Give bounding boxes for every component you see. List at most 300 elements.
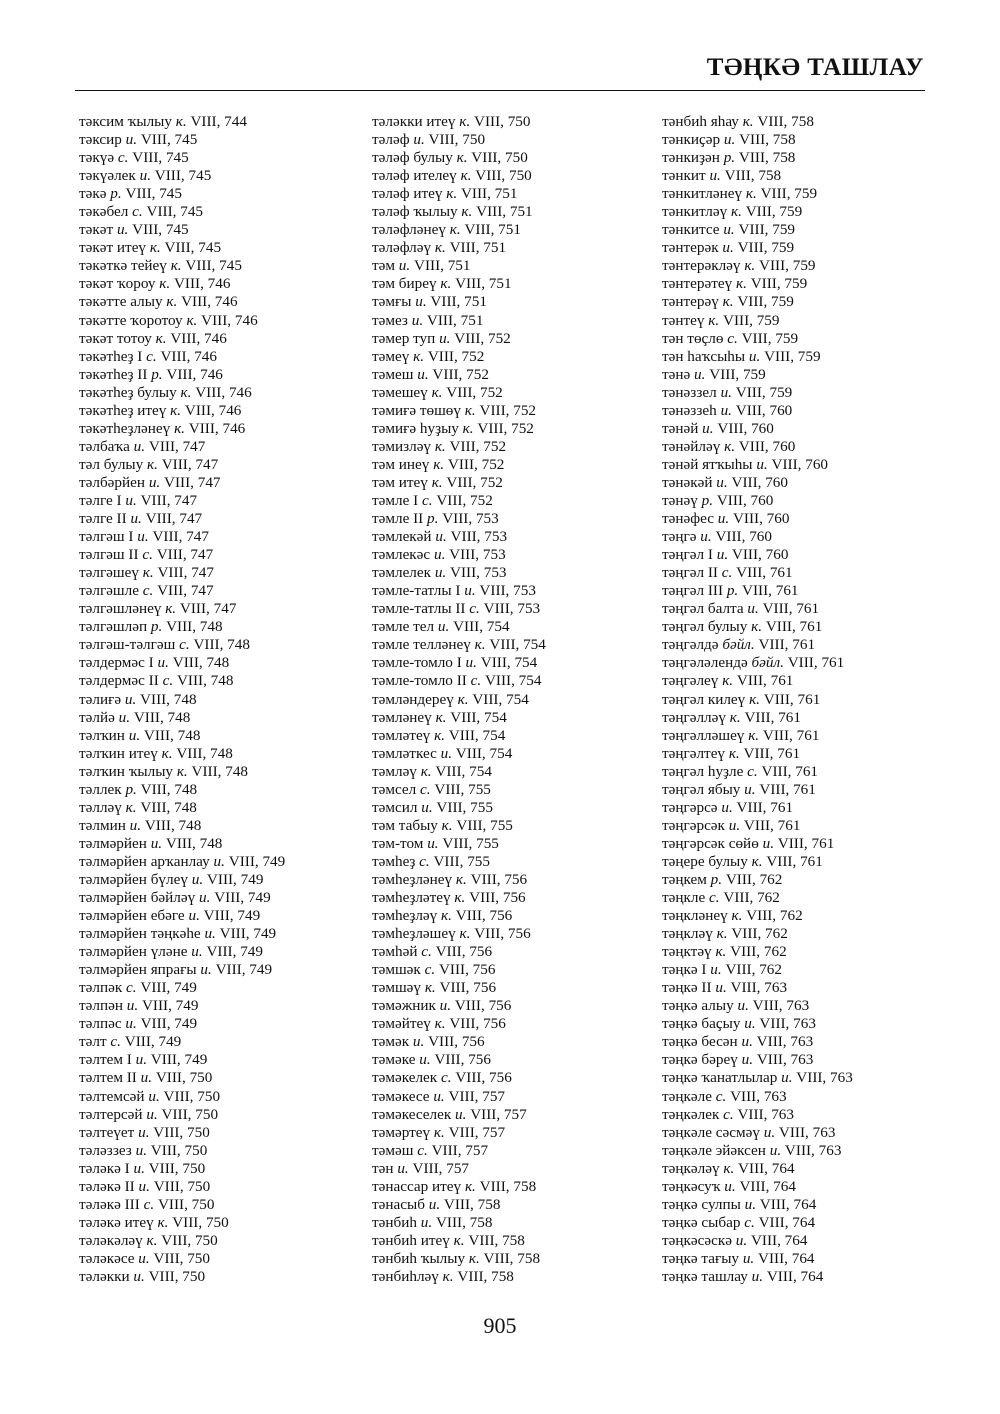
dictionary-entry [662,1232,962,1250]
entry-headword: тәлгәшләнеү [79,600,162,618]
entry-part-of-speech: к. [159,275,171,293]
entry-reference: VIII, 753 [450,528,508,546]
dictionary-entry [662,185,962,203]
entry-headword: тәңгәрсәк сөйө [662,834,759,852]
dictionary-entry [372,853,672,871]
entry-headword: тәңкәле [662,1087,712,1105]
dictionary-entry [79,1106,379,1124]
entry-reference: VIII, 747 [179,600,237,618]
entry-part-of-speech: и. [139,167,151,185]
dictionary-entry [662,835,962,853]
entry-headword: тәкәткә тейеү [79,257,167,275]
dictionary-entry [372,1124,672,1142]
entry-part-of-speech: и. [125,491,137,509]
dictionary-entry [662,1160,962,1178]
entry-headword: тәмиғә һуҙыу [372,419,459,437]
dictionary-entry [372,943,672,961]
entry-part-of-speech: и. [751,1268,764,1285]
entry-reference: VIII, 750 [153,1177,211,1195]
entry-part-of-speech: и. [138,1177,150,1195]
entry-headword: тәңкә I [662,961,707,979]
dictionary-entry [662,167,962,185]
entry-part-of-speech: и. [439,329,451,347]
entry-reference: VIII, 761 [758,636,816,654]
entry-headword: тәкәт тотоу [79,329,152,347]
entry-headword: тәңгәлдә [662,636,719,654]
dictionary-entry [662,871,962,889]
dictionary-entry [79,582,379,600]
entry-headword: тәлгәшләп [79,618,148,636]
entry-reference: VIII, 761 [761,762,819,780]
entry-part-of-speech: к. [431,383,443,401]
dictionary-entry [662,293,962,311]
entry-headword: тәлгәшеү [79,564,139,582]
entry-headword: тәңкле [662,889,706,907]
dictionary-entry [79,564,379,582]
dictionary-entry [662,1178,962,1196]
dictionary-entry [662,618,962,636]
entry-part-of-speech: и. [720,383,732,401]
entry-reference: VIII, 764 [766,1268,824,1285]
dictionary-entry [372,781,672,799]
dictionary-entry [662,492,962,510]
entry-reference: VIII, 760 [731,546,789,564]
dictionary-entry [79,131,379,149]
entry-part-of-speech: к. [125,798,137,816]
entry-reference: VIII, 745 [132,149,189,167]
entry-reference: VIII, 755 [433,852,490,870]
dictionary-entry [662,817,962,835]
dictionary-entry [79,402,379,420]
entry-headword: тәләф ҡылыу [372,203,458,221]
entry-reference: VIII, 763 [784,1141,842,1159]
entry-part-of-speech: и. [199,889,211,907]
dictionary-entry [372,979,672,997]
dictionary-entry [372,1106,672,1124]
entry-reference: VIII, 751 [460,185,518,203]
dictionary-entry [662,1088,962,1106]
entry-part-of-speech: и. [116,221,129,239]
entry-headword: тәмле-татлы I [372,582,461,600]
entry-part-of-speech: и. [724,1177,736,1195]
dictionary-entry [662,781,962,799]
entry-reference: VIII, 763 [737,1105,794,1123]
entry-reference: VIII, 746 [201,311,258,329]
dictionary-entry [79,1124,379,1142]
entry-reference: VIII, 759 [737,293,794,311]
dictionary-entry [79,1214,379,1232]
running-header-title: ТӘҢКӘ ТАШЛАУ [706,54,924,81]
dictionary-entry [79,1051,379,1069]
entry-part-of-speech: и. [125,131,138,149]
dictionary-entry [372,889,672,907]
entry-headword: тән төҫлө [662,329,724,347]
dictionary-entry [79,456,379,474]
dictionary-entry [372,312,672,330]
entry-reference: VIII, 760 [735,401,793,419]
entry-reference: VIII, 752 [447,455,505,473]
entry-reference: VIII, 750 [161,1105,219,1123]
entry-part-of-speech: к. [142,564,154,582]
entry-part-of-speech: к. [434,1015,446,1033]
entry-headword: тәмсел [372,780,417,798]
entry-reference: VIII, 748 [191,762,249,780]
entry-headword: тәмле-томло I [372,654,462,672]
entry-reference: VIII, 761 [762,600,820,618]
entry-headword: тәм [372,257,395,275]
dictionary-entry [662,763,962,781]
entry-headword: тәлдермәс I [79,654,154,672]
dictionary-entry [662,979,962,997]
entry-reference: VIII, 759 [741,329,799,347]
entry-part-of-speech: и. [762,834,774,852]
entry-headword: тәнәү [662,491,698,509]
entry-reference: VIII, 757 [448,1123,506,1141]
dictionary-entry [372,907,672,925]
entry-reference: VIII, 749 [140,979,197,997]
dictionary-entry [372,727,672,745]
dictionary-column-2 [372,113,672,1286]
dictionary-entry [372,709,672,727]
entry-reference: VIII, 751 [464,221,521,239]
entry-reference: VIII, 762 [725,961,782,979]
entry-headword: тәмсил [372,798,418,816]
entry-reference: VIII, 752 [432,365,489,383]
entry-reference: VIII, 762 [725,870,783,888]
dictionary-entry [372,510,672,528]
entry-reference: VIII, 751 [455,275,512,293]
entry-part-of-speech: к. [434,437,446,455]
entry-headword: тәмәкеселек [372,1105,452,1123]
dictionary-entry [662,564,962,582]
entry-part-of-speech: с. [417,1141,428,1159]
entry-reference: VIII, 754 [472,690,529,708]
entry-reference: VIII, 761 [766,852,823,870]
entry-headword: тәңгәл ябыу [662,780,741,798]
dictionary-entry [79,348,379,366]
entry-part-of-speech: и. [721,798,733,816]
entry-headword: тәмһеҙләнеү [372,870,453,888]
entry-reference: VIII, 763 [756,1051,814,1069]
entry-headword: тәмәке [372,1051,416,1069]
entry-reference: VIII, 756 [438,961,496,979]
dictionary-entry [662,654,962,672]
entry-headword: тәңгәлләү [662,708,726,726]
entry-part-of-speech: и. [204,925,216,943]
dictionary-entry [372,528,672,546]
entry-reference: VIII, 749 [150,1051,208,1069]
dictionary-entry [372,1088,672,1106]
entry-reference: VIII, 756 [469,889,526,907]
dictionary-entry [79,709,379,727]
dictionary-entry [79,654,379,672]
entry-part-of-speech: к. [461,203,473,221]
entry-part-of-speech: и. [434,564,447,582]
entry-part-of-speech: и. [437,618,450,636]
entry-reference: VIII, 764 [750,1231,808,1249]
entry-part-of-speech: и. [748,347,761,365]
entry-headword: тәнкитсе [662,221,720,239]
entry-reference: VIII, 753 [442,510,499,528]
entry-part-of-speech: к. [441,907,452,925]
entry-part-of-speech: и. [130,510,142,528]
dictionary-entry [372,492,672,510]
entry-reference: VIII, 758 [739,131,796,149]
entry-reference: VIII, 760 [731,473,788,491]
dictionary-entry [662,131,962,149]
dictionary-entry [662,907,962,925]
dictionary-entry [372,131,672,149]
dictionary-entry [662,384,962,402]
entry-headword: тәмер туп [372,329,436,347]
entry-part-of-speech: с. [715,1087,727,1105]
entry-reference: VIII, 759 [764,347,821,365]
entry-reference: VIII, 754 [484,672,542,690]
entry-part-of-speech: и. [118,708,131,726]
entry-headword: тән һаҡсыһы [662,347,746,365]
entry-part-of-speech: р. [150,618,163,636]
dictionary-entry [662,366,962,384]
entry-reference: VIII, 750 [148,1268,206,1285]
entry-reference: VIII, 756 [474,925,531,943]
entry-part-of-speech: с. [142,582,154,600]
entry-headword: тәнәззеһ [662,401,717,419]
entry-part-of-speech: к. [716,925,728,943]
entry-part-of-speech: с. [132,203,143,221]
entry-headword: тәмәш [372,1141,414,1159]
dictionary-column-3 [662,113,962,1286]
entry-part-of-speech: к. [453,1231,465,1249]
entry-reference: VIII, 758 [457,1268,514,1285]
dictionary-entry [79,871,379,889]
entry-headword: тәңкә сулпы [662,1195,741,1213]
dictionary-entry [79,979,379,997]
dictionary-entry [79,1178,379,1196]
entry-headword: тәлгәш II [79,546,139,564]
entry-headword: тәмһәй [372,943,418,961]
entry-headword: тәнтерәү [662,293,719,311]
entry-reference: VIII, 749 [219,925,277,943]
entry-reference: VIII, 756 [439,979,497,997]
dictionary-entry [372,1250,672,1268]
entry-reference: VIII, 761 [787,654,845,672]
entry-reference: VIII, 755 [436,798,493,816]
entry-reference: VIII, 746 [173,275,231,293]
dictionary-entry [662,600,962,618]
entry-part-of-speech: к. [449,221,461,239]
entry-reference: VIII, 748 [140,690,197,708]
entry-reference: VIII, 751 [430,293,487,311]
entry-headword: тәнтерәк [662,239,719,257]
entry-reference: VIII, 753 [449,546,506,564]
entry-reference: VIII, 756 [428,1033,485,1051]
entry-headword: тәлгәш I [79,528,134,546]
entry-part-of-speech: с. [440,1069,452,1087]
entry-reference: VIII, 747 [140,491,198,509]
entry-part-of-speech: и. [125,1015,137,1033]
entry-headword: тәлиғә [79,690,122,708]
dictionary-entry [662,1250,962,1268]
dictionary-entry [372,1214,672,1232]
entry-headword: тәлгәшле [79,582,139,600]
dictionary-entry [372,925,672,943]
entry-reference: VIII, 754 [455,744,513,762]
dictionary-entry [79,1160,379,1178]
entry-reference: VIII, 752 [479,401,537,419]
dictionary-entry [372,582,672,600]
dictionary-entry [372,185,672,203]
entry-part-of-speech: с. [723,1105,734,1123]
entry-part-of-speech: к. [751,618,763,636]
entry-headword: тәкәт итеү [79,239,147,257]
dictionary-entry [662,456,962,474]
entry-headword: тәңгәл I [662,546,713,564]
entry-reference: VIII, 758 [479,1177,537,1195]
dictionary-entry [372,871,672,889]
dictionary-entry [662,528,962,546]
entry-reference: VIII, 759 [737,239,795,257]
entry-part-of-speech: р. [710,870,723,888]
entry-headword: тәмле II [372,510,424,528]
entry-reference: VIII, 748 [143,726,201,744]
entry-part-of-speech: и. [728,816,741,834]
dictionary-entry [79,636,379,654]
dictionary-entry [662,799,962,817]
dictionary-entry [372,799,672,817]
entry-reference: VIII, 748 [172,654,230,672]
dictionary-entry [79,889,379,907]
entry-headword: тәлт [79,1033,107,1051]
entry-part-of-speech: к. [457,690,469,708]
entry-reference: VIII, 754 [435,762,492,780]
entry-headword: тәләф [372,131,410,149]
entry-part-of-speech: к. [744,257,756,275]
dictionary-column-1 [79,113,379,1286]
dictionary-entry [662,925,962,943]
entry-headword: тәләкә итеү [79,1213,154,1231]
entry-part-of-speech: с. [126,979,137,997]
entry-headword: тәлмин [79,816,126,834]
dictionary-entry [662,1069,962,1087]
dictionary-entry [79,907,379,925]
entry-reference: VIII, 752 [449,437,507,455]
dictionary-entry [372,618,672,636]
entry-headword: тәксим ҡылыу [79,113,172,130]
dictionary-entry [372,1051,672,1069]
entry-headword: тәлтемсәй [79,1087,145,1105]
entry-reference: VIII, 752 [446,473,503,491]
entry-headword: тәмле I [372,491,419,509]
dictionary-entry [79,384,379,402]
entry-reference: VIII, 749 [141,997,199,1015]
entry-reference: VIII, 750 [153,1123,210,1141]
entry-part-of-speech: к. [170,401,182,419]
dictionary-entry [372,546,672,564]
entry-headword: тәкәтһеҙ I [79,347,143,365]
dictionary-entry [662,420,962,438]
dictionary-entry [662,1015,962,1033]
entry-reference: VIII, 758 [724,167,782,185]
dictionary-entry [662,438,962,456]
entry-reference: VIII, 747 [145,510,203,528]
entry-part-of-speech: и. [126,997,139,1015]
entry-reference: VIII, 758 [757,113,814,130]
entry-part-of-speech: к. [434,726,445,744]
entry-part-of-speech: и. [128,726,141,744]
entry-headword: тәкәбел [79,203,129,221]
entry-reference: VIII, 761 [743,816,801,834]
dictionary-entry [662,889,962,907]
dictionary-entry [372,1232,672,1250]
entry-headword: тәмләү [372,762,417,780]
dictionary-entry [79,221,379,239]
entry-part-of-speech: и. [137,528,149,546]
entry-headword: тәнә [662,365,691,383]
dictionary-entry [79,239,379,257]
entry-headword: тәңере булыу [662,852,748,870]
entry-part-of-speech: и. [741,1033,753,1051]
entry-headword: тәмизләү [372,437,432,455]
entry-reference: VIII, 750 [428,131,486,149]
entry-headword: тәңкәсуҡ [662,1177,721,1195]
entry-part-of-speech: с. [727,329,738,347]
header-rule [75,90,925,91]
entry-part-of-speech: к. [736,275,747,293]
entry-reference: VIII, 761 [743,744,801,762]
entry-headword: тәләфләү [372,239,432,257]
entry-headword: тәңкә II [662,979,712,997]
entry-headword: тәләкә III [79,1195,140,1213]
entry-reference: VIII, 761 [736,672,794,690]
entry-part-of-speech: и. [756,455,768,473]
entry-headword: тәмләткес [372,744,437,762]
entry-part-of-speech: к. [413,347,425,365]
entry-part-of-speech: к. [742,113,754,130]
entry-part-of-speech: р. [723,149,736,167]
entry-part-of-speech: с. [469,600,480,618]
entry-part-of-speech: к. [180,383,192,401]
entry-part-of-speech: и. [427,834,439,852]
entry-headword: тәлмәрйен үләне [79,943,188,961]
dictionary-entry [372,672,672,690]
entry-part-of-speech: р. [125,780,137,798]
entry-reference: VIII, 747 [157,564,214,582]
dictionary-entry [662,510,962,528]
entry-part-of-speech: к. [464,401,476,419]
entry-part-of-speech: р. [701,491,714,509]
entry-reference: VIII, 756 [470,870,528,888]
entry-part-of-speech: и. [200,961,212,979]
entry-headword: тәңгәлләшеү [662,726,745,744]
dictionary-entry [372,1142,672,1160]
dictionary-entry [79,257,379,275]
entry-reference: VIII, 750 [475,167,532,185]
dictionary-entry [662,727,962,745]
entry-reference: VIII, 750 [150,1141,208,1159]
entry-headword: тәкә [79,185,107,203]
entry-headword: тәлпәк [79,979,123,997]
entry-part-of-speech: и. [455,1105,467,1123]
entry-headword: тәм инеү [372,455,430,473]
entry-part-of-speech: и. [769,1141,782,1159]
entry-headword: тәнбиһ итеү [372,1231,450,1249]
entry-headword: тәлмәрйен арҡанлау [79,852,210,870]
dictionary-entry [79,925,379,943]
entry-part-of-speech: и. [398,257,411,275]
dictionary-entry [79,167,379,185]
entry-headword: тәңгәрсәк [662,816,725,834]
dictionary-entry [372,167,672,185]
